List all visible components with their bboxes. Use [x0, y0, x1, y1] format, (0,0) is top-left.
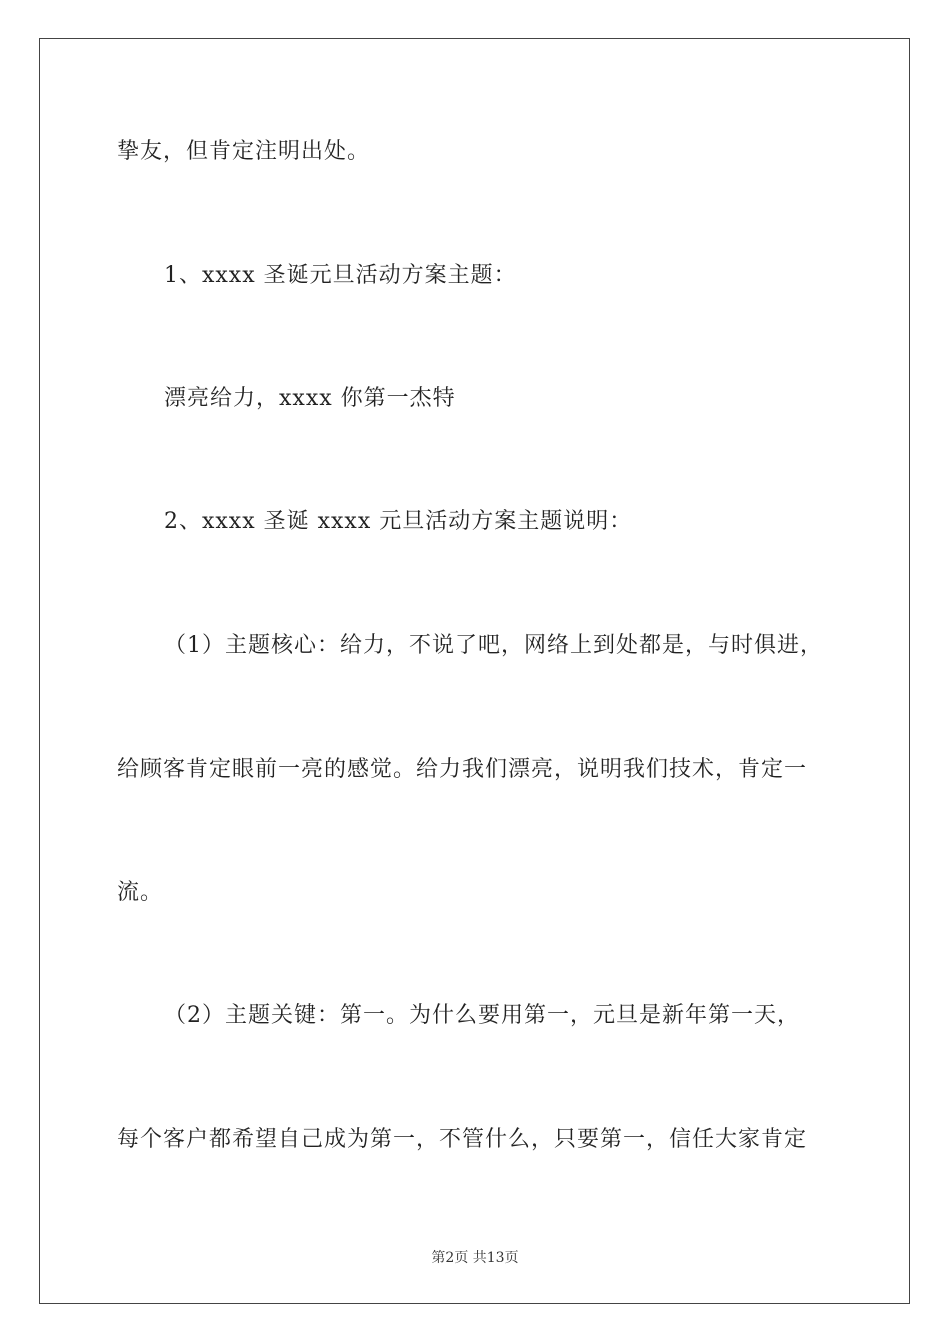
page-footer: 第2页 共13页: [431, 1250, 519, 1266]
page-border: [39, 38, 910, 1304]
body-text-line: 每个客户都希望自己成为第一，不管什么，只要第一，信任大家肯定: [117, 1127, 808, 1152]
body-text-line: 给顾客肯定眼前一亮的感觉。给力我们漂亮，说明我们技术，肯定一: [117, 757, 808, 782]
body-text-line: 漂亮给力，xxxx 你第一杰特: [164, 386, 456, 411]
body-text-line: 挚友，但肯定注明出处。: [117, 139, 371, 164]
section-heading-2: 2、xxxx 圣诞 xxxx 元旦活动方案主题说明：: [164, 509, 633, 534]
body-text-line: （2）主题关键：第一。为什么要用第一，元旦是新年第一天，: [164, 1003, 800, 1028]
body-text-line: 流。: [117, 880, 164, 905]
body-text-line: （1）主题核心：给力，不说了吧，网络上到处都是，与时俱进，: [164, 633, 823, 658]
section-heading-1: 1、xxxx 圣诞元旦活动方案主题：: [164, 263, 517, 288]
